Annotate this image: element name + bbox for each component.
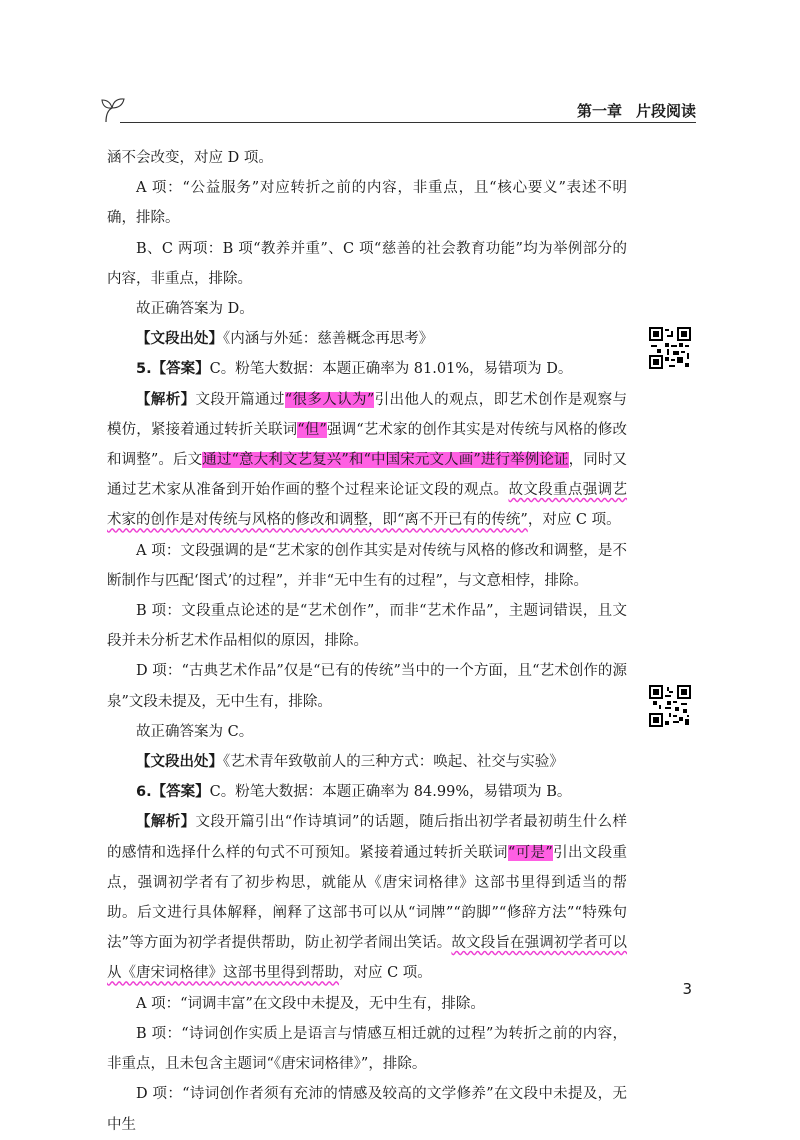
- source-title: 《艺术青年致敬前人的三种方式：唤起、社交与实验》: [223, 754, 564, 771]
- qr-code-icon[interactable]: [649, 327, 691, 369]
- paragraph: A 项：“词调丰富”在文段中未提及，无中生有，排除。: [136, 995, 485, 1012]
- highlight: “但”: [297, 421, 327, 438]
- paragraph: A 项：“公益服务”对应转折之前的内容，非重点，且“核心要义”表述不明确，排除。: [107, 180, 627, 227]
- paragraph: B 项：文段重点论述的是“艺术创作”，而非“艺术作品”，主题词错误，且文段并未分析艺术作品相似的原因，排除。: [107, 603, 627, 650]
- analysis-label: 【解析】: [136, 391, 196, 408]
- running-header: [100, 96, 696, 126]
- header-rule: [120, 122, 696, 123]
- paragraph: A 项：文段强调的是“艺术家的创作其实是对传统与风格的修改和调整，是不断制作与匹配‘图式’的过程”，并非“无中生有的过程”，与文意相悖，排除。: [107, 542, 627, 589]
- paragraph: 涵不会改变，对应 D 项。: [107, 150, 273, 166]
- paragraph: B、C 两项：B 项“教养并重”、C 项“慈善的社会教育功能”均为举例部分的内容，非重点，排除。: [107, 240, 627, 287]
- source-paragraph: [107, 324, 627, 354]
- source-label: 【文段出处】: [136, 754, 223, 771]
- analysis-paragraph: 【解析】文段开篇通过“很多人认为”引出他人的观点，即艺术创作是观察与模仿，紧接着通过转折关联词“但”强调“艺术家的创作其实是对传统与风格的修改和调整”。后文通过“意大利文艺复兴”和“中国宋元文人画”进行举例论证，同时又通过艺术家从准备到开始作画的整个过程来论证文段的观点。故文段重点强调艺术家的创作是对传统与风格的修改和调整，即“离不开已有的传统”，对应 C 项。: [107, 391, 628, 529]
- highlight: “可是”: [507, 844, 553, 861]
- paragraph: D 项：“诗词创作者须有充沛的情感及较高的文学修养”在文段中未提及，无中生: [107, 1086, 627, 1133]
- paragraph: B 项：“诗词创作实质上是语言与情感互相迁就的过程”为转折之前的内容，非重点，且未包含主题词“《唐宋词格律》”，排除。: [107, 1025, 627, 1073]
- qr-code-icon[interactable]: [649, 685, 691, 727]
- paragraph: D 项：“古典艺术作品”仅是“已有的传统”当中的一个方面，且“艺术创作的源泉”文段未提及，无中生有，排除。: [107, 663, 627, 710]
- answer-text: C。粉笔大数据：本题正确率为 81.01%，易错项为 D。: [209, 361, 573, 378]
- analysis-paragraph: 【解析】文段开篇引出“作诗填词”的话题，随后指出初学者最初萌生什么样的感情和选择什么样的句式不可预知。紧接着通过转折关联词“可是”引出文段重点，强调初学者有了初步构思，就能从《唐宋词格律》这部书里得到适当的帮助。后文进行具体解释，阐释了这部书可以从“词牌”“韵脚”“修辞方法”“特殊句法”等方面为初学者提供帮助，防止初学者闹出笑话。故文段旨在强调初学者可以从《唐宋词格律》这部书里得到帮助，对应 C 项。: [107, 814, 628, 982]
- sprout-icon: [100, 96, 126, 124]
- answer-paragraph: [107, 354, 627, 384]
- highlight: “很多人认为”: [284, 391, 375, 408]
- section-title: 片段阅读: [635, 102, 696, 120]
- wavy-underline: 故文段旨在强调初学者可以从《唐宋词格律》这部书里得到帮助: [107, 935, 628, 982]
- source-paragraph: [107, 747, 627, 777]
- answer-paragraph: [107, 777, 627, 807]
- chapter-number: 第一章: [576, 102, 622, 120]
- body-text: [107, 143, 627, 1140]
- source-title: 《内涵与外延：慈善概念再思考》: [223, 331, 434, 348]
- paragraph: 故正确答案为 D。: [136, 301, 254, 318]
- analysis-label: 【解析】: [136, 814, 196, 831]
- source-label: 【文段出处】: [136, 331, 223, 348]
- page-number: 3: [682, 980, 692, 998]
- wavy-underline: 故文段重点强调艺术家的创作是对传统与风格的修改和调整，即“离不开已有的传统”: [107, 482, 628, 529]
- paragraph: 故正确答案为 C。: [136, 723, 254, 740]
- chapter-title: [577, 100, 696, 121]
- highlight: 通过“意大利文艺复兴”和“中国宋元文人画”进行举例论证: [202, 452, 569, 469]
- answer-label: 6.【答案】: [136, 784, 210, 801]
- answer-text: C。粉笔大数据：本题正确率为 84.99%，易错项为 B。: [209, 784, 572, 801]
- answer-label: 5.【答案】: [136, 361, 210, 378]
